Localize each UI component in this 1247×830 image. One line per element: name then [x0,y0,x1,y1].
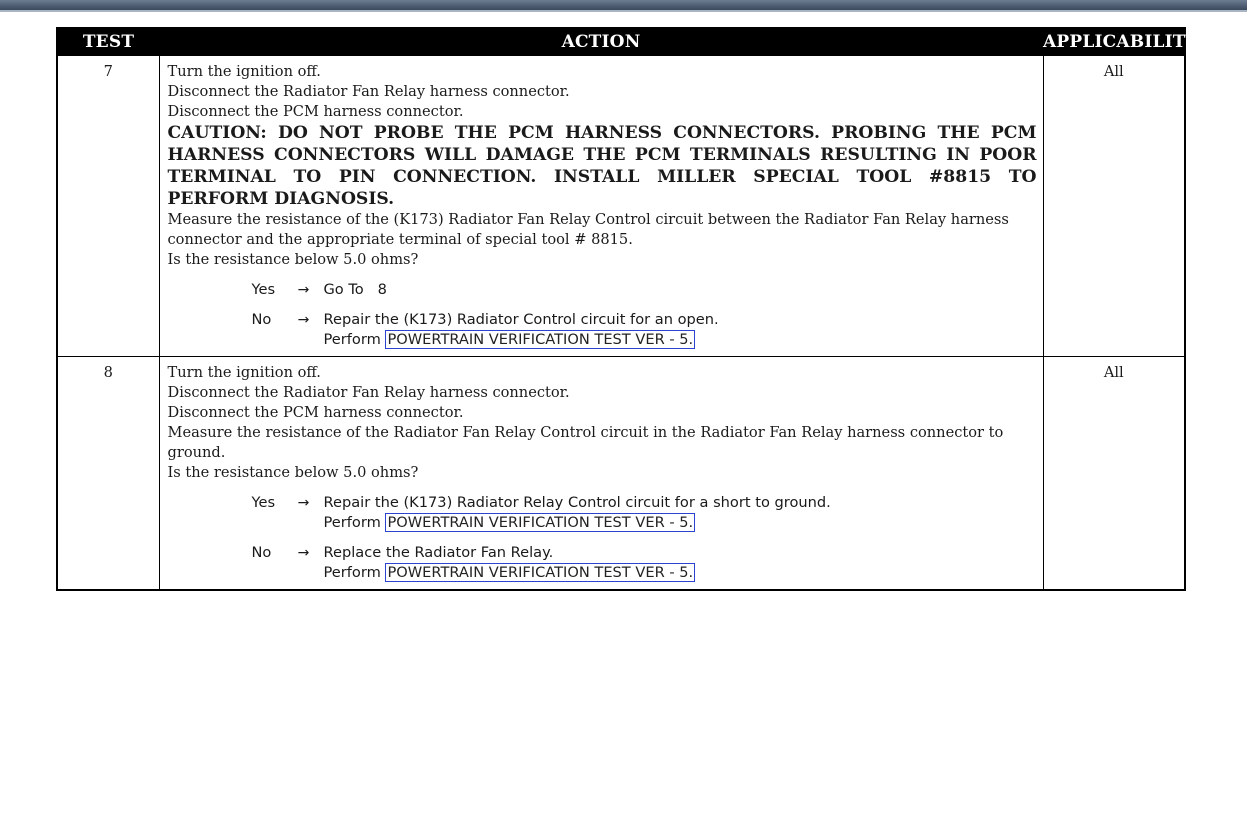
table-row-test-8 [57,357,1185,591]
yes-result-text: Go To 8 [323,281,387,298]
perform-line [324,513,1037,533]
step-line: Disconnect the PCM harness connector. [167,103,464,120]
perform-label: Perform [323,564,381,581]
measure-instruction: Measure the resistance of the Radiator Fan Relay Control circuit in the Radiator Fan Relay harness connector to ground. [167,424,1004,461]
header-test: TEST [57,28,159,56]
verification-test-link[interactable]: POWERTRAIN VERIFICATION TEST VER - 5. [387,331,694,348]
no-label: No [251,544,272,561]
perform-label: Perform [323,514,381,531]
verification-test-link[interactable]: POWERTRAIN VERIFICATION TEST VER - 5. [387,564,694,581]
perform-line [324,563,1037,583]
perform-line [324,330,1037,350]
test-number-cell: 8 [57,357,159,591]
yes-result [324,493,1037,533]
window-top-bar [0,0,1247,10]
step-line: Disconnect the Radiator Fan Relay harness connector. [167,384,570,401]
diagnostic-test-table [56,27,1198,591]
caution-warning: CAUTION: DO NOT PROBE THE PCM HARNESS CONNECTORS. PROBING THE PCM HARNESS CONNECTORS WILL DAMAGE THE PCM TERMINALS RESULTING IN POOR TERMINAL TO PIN CONNECTION. INSTALL MILLER SPECIAL TOOL #8815 TO PERFORM DIAGNOSIS. [167,123,1037,209]
yes-label: Yes [251,281,276,298]
test-number-cell: 7 [57,56,159,357]
yes-branch [252,280,1037,300]
no-label: No [251,311,272,328]
no-branch [252,543,1037,583]
yes-label: Yes [251,494,276,511]
header-applicability: APPLICABILITY [1043,28,1185,56]
no-branch [252,310,1037,350]
measure-instruction: Measure the resistance of the (K173) Radiator Fan Relay Control circuit between the Radiator Fan Relay harness connector and the appropriate terminal of special tool # 8815. [167,211,1009,248]
verification-test-link[interactable]: POWERTRAIN VERIFICATION TEST VER - 5. [387,514,694,531]
no-result [324,543,1037,583]
right-arrow-icon: → [297,282,310,298]
table-row-test-7 [57,56,1185,357]
question-text: Is the resistance below 5.0 ohms? [167,464,419,481]
no-result-text: Replace the Radiator Fan Relay. [323,544,554,561]
action-cell [159,56,1043,357]
applicability-cell: All [1043,357,1185,591]
perform-label: Perform [323,331,381,348]
yes-result-text: Repair the (K173) Radiator Relay Control circuit for a short to ground. [323,494,831,511]
window-top-bar-highlight [0,10,1247,12]
applicability-cell: All [1043,56,1185,357]
question-text: Is the resistance below 5.0 ohms? [167,251,419,268]
table-header-row [57,28,1185,56]
step-line: Turn the ignition off. [167,364,321,381]
yes-branch [252,493,1037,533]
right-arrow-icon: → [297,312,310,328]
no-result [324,310,1037,350]
step-line: Disconnect the PCM harness connector. [167,404,464,421]
right-arrow-icon: → [297,495,310,511]
step-line: Disconnect the Radiator Fan Relay harness connector. [167,83,570,100]
no-result-text: Repair the (K173) Radiator Control circuit for an open. [323,311,719,328]
yes-result [324,280,1037,300]
step-line: Turn the ignition off. [167,63,321,80]
right-arrow-icon: → [297,545,310,561]
action-cell [159,357,1043,591]
header-action: ACTION [159,28,1043,56]
